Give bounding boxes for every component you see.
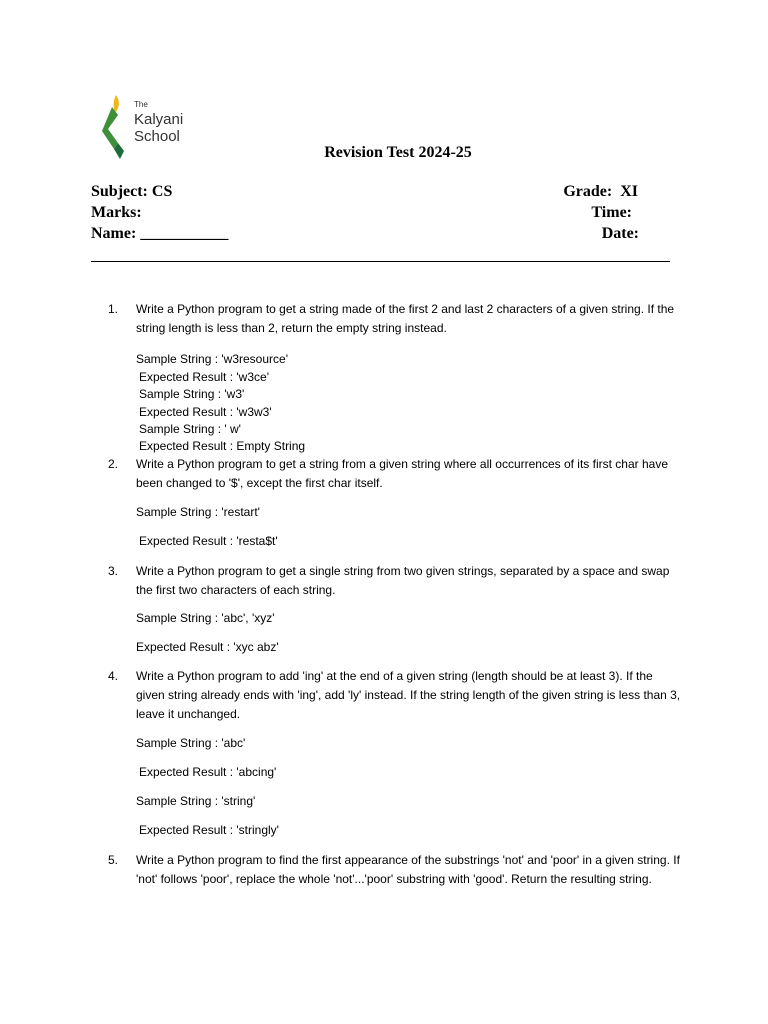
question-text: Write a Python program to get a string from a given string where all occurrences of its first char have been changed to '$', except the first char itself. xyxy=(136,457,669,490)
question-text: Write a Python program to find the first appearance of the substrings 'not' and 'poor' in a given string. If 'not' follows 'poor', replace the whole 'not'...'poor' substring with 'good'. Return the resulting string. xyxy=(136,853,680,886)
sample-line: Expected Result : Empty String xyxy=(139,439,306,453)
question-number: 1. xyxy=(108,302,119,316)
question-number: 3. xyxy=(108,564,119,578)
test-title: Revision Test 2024-25 xyxy=(324,144,472,161)
logo-the: The xyxy=(134,100,148,109)
time-label: Time: xyxy=(591,204,632,221)
sample-line: Sample String : 'abc' xyxy=(136,736,246,750)
sample-line: Expected Result : 'w3ce' xyxy=(139,370,269,384)
header-row-1 xyxy=(91,182,638,202)
logo-kalyani: Kalyani xyxy=(134,111,184,128)
sample-line: Expected Result : 'xyc abz' xyxy=(136,640,279,654)
header-row-2 xyxy=(91,203,638,223)
logo-wordmark xyxy=(134,101,183,145)
sample-line: Sample String : 'string' xyxy=(136,794,256,808)
name-label: Name: ___________ xyxy=(91,225,229,242)
sample-line: Expected Result : 'w3w3' xyxy=(139,405,272,419)
header-divider xyxy=(91,261,670,262)
question-number: 2. xyxy=(108,457,119,471)
sample-line: Sample String : 'restart' xyxy=(136,505,260,519)
sample-line: Sample String : 'w3' xyxy=(139,387,245,401)
logo-school: School xyxy=(134,128,180,145)
grade-label: Grade: XI xyxy=(563,183,638,200)
date-label: Date: xyxy=(601,225,639,242)
question-text: Write a Python program to get a string made of the first 2 and last 2 characters of a given string. If the string length is less than 2, return the empty string instead. xyxy=(136,302,675,335)
question-number: 4. xyxy=(108,669,119,683)
sample-line: Expected Result : 'stringly' xyxy=(139,823,279,837)
header-row-3 xyxy=(91,224,638,244)
sample-line: Expected Result : 'resta$t' xyxy=(139,534,278,548)
question-text: Write a Python program to get a single string from two given strings, separated by a space and swap the first two characters of each string. xyxy=(136,564,670,597)
sample-line: Sample String : 'abc', 'xyz' xyxy=(136,611,275,625)
question-number: 5. xyxy=(108,853,119,867)
marks-label: Marks: xyxy=(91,204,142,221)
sample-line: Sample String : ' w' xyxy=(139,422,241,436)
sample-line: Sample String : 'w3resource' xyxy=(136,352,288,366)
question-text: Write a Python program to add 'ing' at the end of a given string (length should be at least 3). If the given string already ends with 'ing', add 'ly' instead. If the string length of the given string is less than 3, leave it unchanged. xyxy=(136,669,681,721)
sample-line: Expected Result : 'abcing' xyxy=(139,765,277,779)
subject-label: Subject: CS xyxy=(91,183,173,200)
